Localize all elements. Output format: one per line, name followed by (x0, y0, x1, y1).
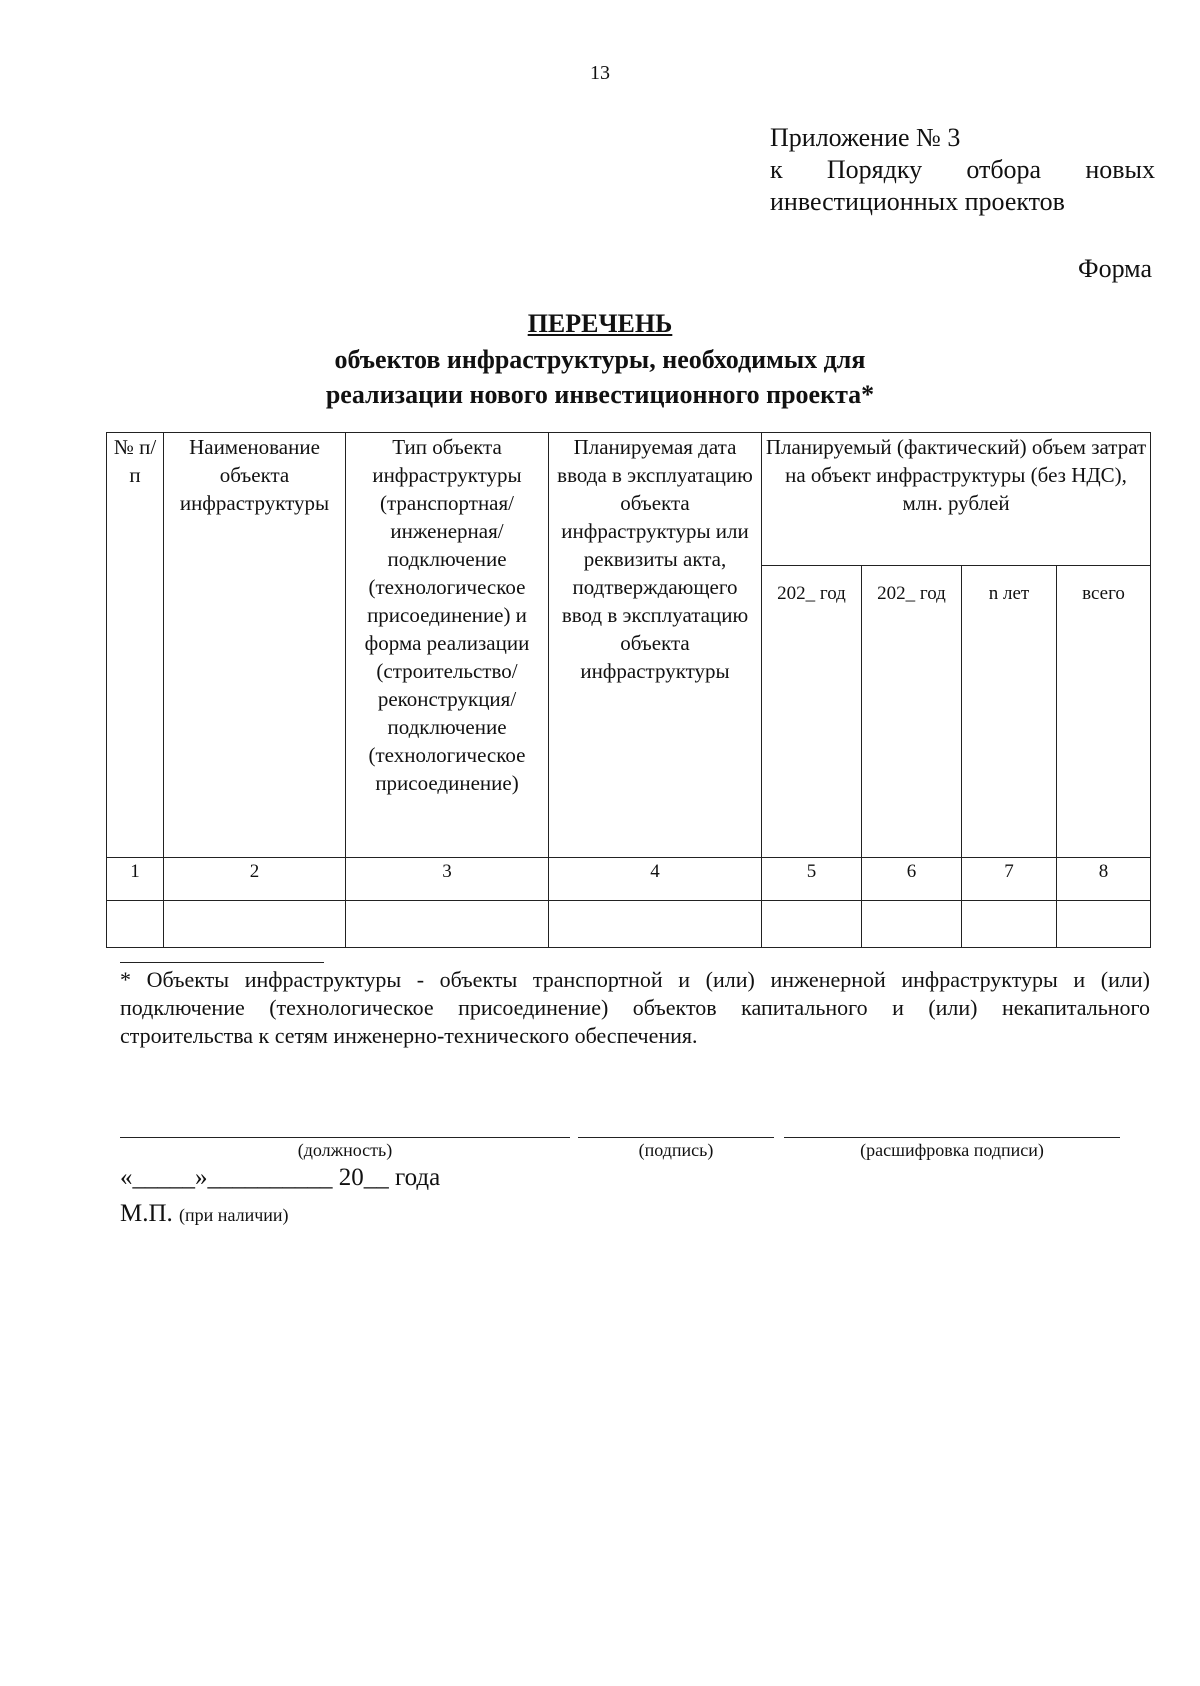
stamp-note: (при наличии) (179, 1205, 289, 1225)
document-title: ПЕРЕЧЕНЬ (527, 309, 673, 338)
column-number: 8 (1057, 858, 1151, 901)
decoding-caption: (расшифровка подписи) (860, 1140, 1044, 1160)
appendix-word: новых (1085, 155, 1155, 184)
appendix-line2 (770, 154, 1155, 186)
document-subtitle-line1: объектов инфраструктуры, необходимых для (334, 345, 866, 374)
appendix-word: Порядку (826, 155, 923, 184)
empty-cell[interactable] (762, 901, 862, 948)
header-commissioning-date: Планируемая дата ввода в эксплуатацию объекта инфраструктуры или реквизиты акта, подтверждающего ввод в эксплуатацию объекта инфраструктуры (549, 433, 762, 858)
empty-cell[interactable] (1057, 901, 1151, 948)
stamp-label: М.П. (120, 1200, 173, 1227)
column-number: 5 (762, 858, 862, 901)
header-number: № п/п (107, 433, 164, 858)
date-line: «_____»__________ 20__ года (120, 1164, 441, 1191)
empty-cell[interactable] (164, 901, 346, 948)
column-numbers-row (107, 858, 1151, 901)
stamp-line (120, 1200, 289, 1228)
header-object-type: Тип объекта инфраструктуры (транспортная/ инженерная/ подключение (технологическое присоединение) и форма реализации (строительство/ реконструкция/ подключение (технологическое присоединение) (346, 433, 549, 858)
column-number: 4 (549, 858, 762, 901)
empty-cell[interactable] (549, 901, 762, 948)
position-signature-line (120, 1137, 570, 1138)
empty-cell[interactable] (862, 901, 962, 948)
column-number: 6 (862, 858, 962, 901)
appendix-line3: инвестиционных проектов (770, 187, 1065, 216)
empty-cell[interactable] (962, 901, 1057, 948)
appendix-line1: Приложение № 3 (770, 123, 961, 152)
footnote-separator (120, 962, 324, 963)
infrastructure-table (106, 432, 1151, 948)
header-object-name: Наименование объекта инфраструктуры (164, 433, 346, 858)
empty-cell[interactable] (346, 901, 549, 948)
form-label: Форма (1078, 254, 1152, 283)
column-number: 1 (107, 858, 164, 901)
subheader-n-years: n лет (962, 566, 1057, 858)
signature-line (578, 1137, 774, 1138)
appendix-word: к (770, 155, 783, 184)
position-caption: (должность) (297, 1140, 393, 1160)
table-row (107, 901, 1151, 948)
column-number: 2 (164, 858, 346, 901)
page-number: 13 (590, 62, 610, 84)
footnote: * Объекты инфраструктуры - объекты транспортной и (или) инженерной инфраструктуры и (или) подключение (технологическое присоединение) объектов капитального и (или) некапитального строительства к сетям инженерно-технического обеспечения. (120, 967, 1150, 1048)
subheader-year-1: 202_ год (762, 566, 862, 858)
appendix-word: отбора (966, 155, 1042, 184)
column-number: 3 (346, 858, 549, 901)
appendix-header (770, 122, 1155, 218)
column-number: 7 (962, 858, 1057, 901)
subheader-year-2: 202_ год (862, 566, 962, 858)
empty-cell[interactable] (107, 901, 164, 948)
header-costs: Планируемый (фактический) объем затрат на объект инфраструктуры (без НДС), млн. рублей (762, 433, 1151, 566)
signature-caption: (подпись) (638, 1140, 714, 1160)
document-subtitle-line2: реализации нового инвестиционного проекта* (325, 380, 875, 409)
decoding-signature-line (784, 1137, 1120, 1138)
subheader-total: всего (1057, 566, 1151, 858)
